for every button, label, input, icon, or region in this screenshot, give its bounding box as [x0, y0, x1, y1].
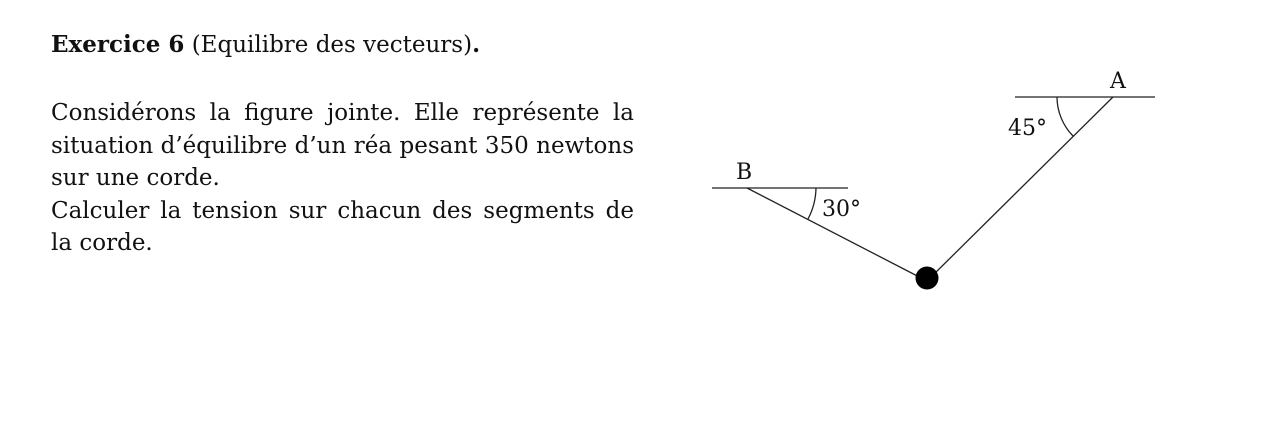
- statement-paragraph-2: Calculer la tension sur chacun des segments de la corde.: [51, 197, 634, 256]
- point-b-label: B: [736, 160, 753, 185]
- exercise-title-period: .: [472, 31, 481, 58]
- angle-a-label: 45°: [1008, 116, 1047, 141]
- statement-paragraph-1: Considérons la figure jointe. Elle représente la situation d’équilibre d’un réa pesant 350 newtons sur une corde.: [51, 100, 634, 191]
- exercise-title: [51, 30, 480, 60]
- angle-b-label: 30°: [822, 197, 861, 222]
- point-a-label: A: [1110, 69, 1126, 94]
- exercise-subtitle: (Equilibre des vecteurs): [191, 32, 473, 58]
- exercise-label: Exercice 6: [51, 31, 185, 58]
- exercise-statement: [51, 97, 634, 260]
- angle-arc-a: [1057, 97, 1073, 136]
- equilibrium-diagram: [700, 55, 1180, 315]
- angle-arc-b: [808, 188, 816, 219]
- equilibrium-figure: [700, 55, 1180, 315]
- pulley: [916, 267, 939, 290]
